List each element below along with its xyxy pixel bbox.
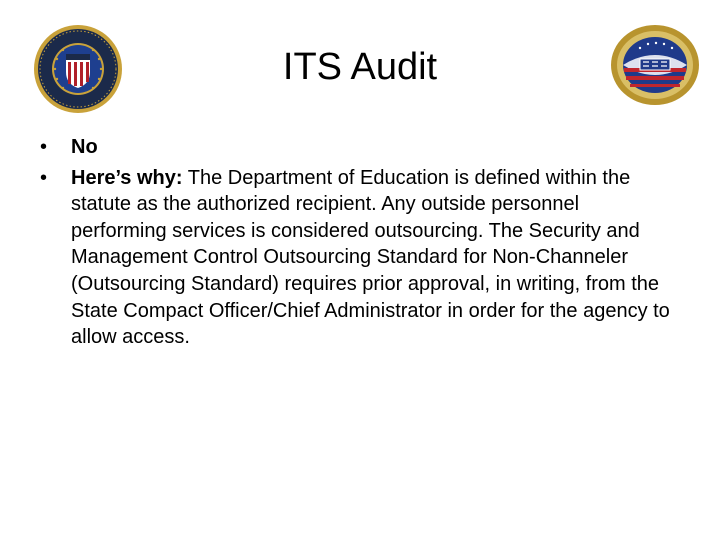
bullet-item — [40, 134, 670, 161]
bullet-glyph: • — [40, 136, 48, 158]
bullet-bold-text: Here’s why: — [71, 166, 183, 189]
bullet-text: The Department of Education is defined within the statute as the authorized recipient. Any outside personnel performing services is considered outsourcing. The Security and Management Control Outsourcing Standard for Non-Channeler (Outsourcing Standard) requires prior approval, in writing, from the State Compact Officer/Chief Administrator in order for the agency to allow access. — [71, 166, 670, 349]
bullet-item — [40, 165, 670, 351]
slide-title: ITS Audit — [282, 46, 438, 88]
fbi-seal-icon — [33, 24, 123, 114]
bullet-bold-text: No — [71, 136, 98, 158]
cjis-seal-icon — [610, 24, 700, 106]
bullet-list — [40, 134, 670, 355]
bullet-glyph: • — [40, 166, 48, 189]
